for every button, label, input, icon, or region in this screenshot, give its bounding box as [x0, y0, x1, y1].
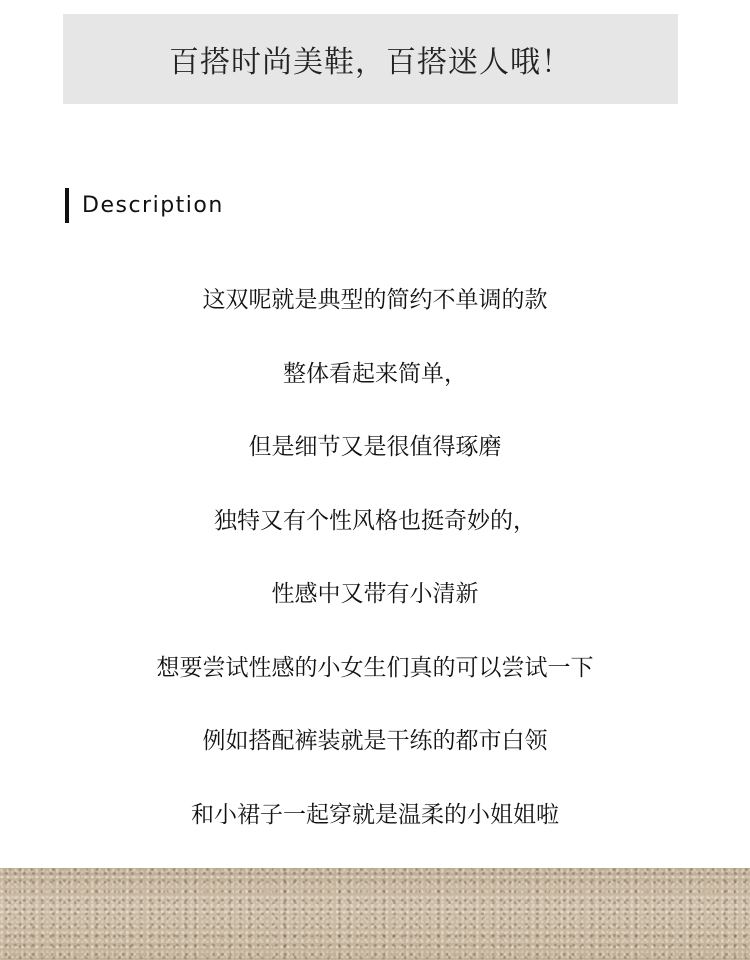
- heading-accent-bar: [65, 188, 69, 223]
- description-heading: [65, 188, 224, 223]
- description-line: 整体看起来简单，: [283, 360, 467, 387]
- title-banner: [63, 14, 678, 104]
- description-line: 性感中又带有小清新: [271, 581, 479, 607]
- heading-label: Description: [82, 193, 224, 218]
- description-line: 这双呢就是典型的简约不单调的款: [202, 287, 548, 313]
- carpet-photo: [0, 868, 750, 960]
- description-text: [0, 278, 750, 866]
- banner-title: 百搭时尚美鞋，百搭迷人哦！: [169, 45, 572, 80]
- description-line: 和小裙子一起穿就是温柔的小姐姐啦: [191, 801, 559, 828]
- description-line: 例如搭配裤装就是干练的都市白领: [202, 728, 548, 754]
- description-line: 独特又有个性风格也挺奇妙的，: [214, 507, 536, 534]
- description-line: 想要尝试性感的小女生们真的可以尝试一下: [156, 654, 594, 681]
- description-line: 但是细节又是很值得琢磨: [248, 434, 502, 460]
